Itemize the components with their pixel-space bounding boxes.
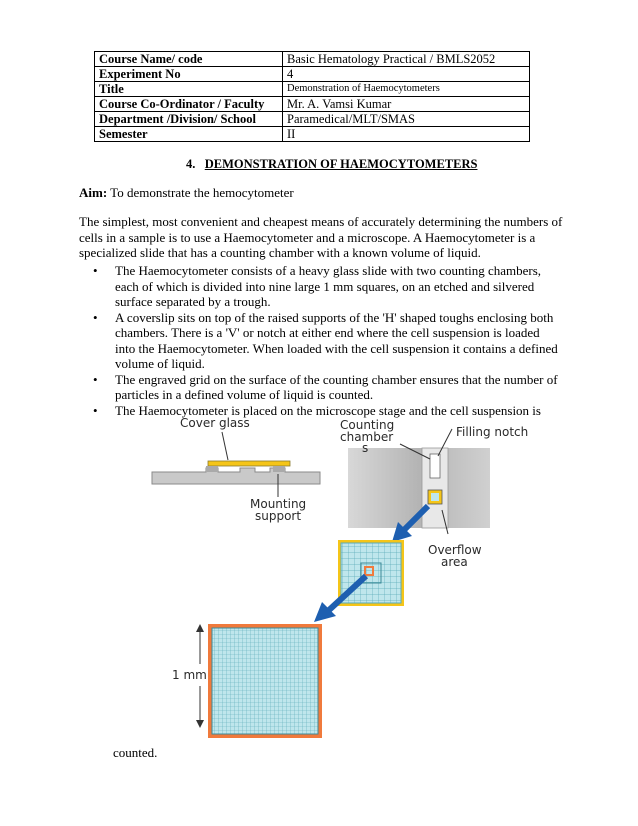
aim-label: Aim: xyxy=(79,185,108,200)
table-row xyxy=(95,127,530,142)
aim-line xyxy=(79,185,294,201)
list-item xyxy=(79,310,559,372)
table-key: Experiment No xyxy=(95,67,283,82)
bullet-icon: • xyxy=(93,263,98,278)
table-value: 4 xyxy=(283,67,530,82)
table-row xyxy=(95,82,530,97)
aim-text: To demonstrate the hemocytometer xyxy=(107,185,294,200)
table-row xyxy=(95,52,530,67)
bullet-icon: • xyxy=(93,402,98,418)
mounting-label-1: Mounting xyxy=(250,497,307,511)
counting-chamber-label-2: chamber xyxy=(340,430,394,444)
slide-cross-section xyxy=(152,461,320,484)
list-item xyxy=(79,372,559,403)
list-item-text: The engraved grid on the surface of the counting chamber ensures that the number of particles in a defined volume of liquid is counted. xyxy=(115,371,558,402)
table-row xyxy=(95,97,530,112)
cover-glass-label: Cover glass xyxy=(180,416,250,430)
mounting-label-2: support xyxy=(255,509,302,523)
table-value: Mr. A. Vamsi Kumar xyxy=(283,97,530,112)
cover-glass-shape xyxy=(208,461,290,466)
table-row xyxy=(95,67,530,82)
table-value: II xyxy=(283,127,530,142)
list-item-text: A coverslip sits on top of the raised supports of the 'H' shaped toughs enclosing both chambers. There is a 'V' or notch at either end where the cell suspension is loaded into the Haemocytometer. When loaded with the cell suspension it contains a defined volume of liquid. xyxy=(115,309,558,371)
bullet-list xyxy=(79,263,559,418)
table-key: Title xyxy=(95,82,283,97)
haemocytometer-figure xyxy=(150,414,529,734)
list-item xyxy=(79,263,559,310)
table-value: Paramedical/MLT/SMAS xyxy=(283,112,530,127)
table-value: Basic Hematology Practical / BMLS2052 xyxy=(283,52,530,67)
large-grid xyxy=(208,624,322,738)
overflow-label-2: area xyxy=(441,555,468,569)
scale-label: 1 mm xyxy=(172,668,207,682)
course-info-table xyxy=(94,51,530,142)
table-value: Demonstration of Haemocytometers xyxy=(283,82,530,97)
table-key: Semester xyxy=(95,127,283,142)
section-heading xyxy=(186,157,477,172)
section-title: DEMONSTRATION OF HAEMOCYTOMETERS xyxy=(204,157,478,171)
bullet-icon: • xyxy=(93,371,98,387)
table-row xyxy=(95,112,530,127)
intro-paragraph: The simplest, most convenient and cheapest means of accurately determining the numbers of cells in a sample is to use a Haemocytometer and a microscope. A Haemocytometer is a specialized slide that has a counting chamber with a known volume of liquid. xyxy=(79,214,563,260)
table-key: Course Co-Ordinator / Faculty xyxy=(95,97,283,112)
bullet-icon: • xyxy=(93,309,98,325)
counted-text: counted. xyxy=(113,745,158,760)
section-number: 4. xyxy=(186,157,196,171)
filling-notch-label: Filling notch xyxy=(456,425,529,439)
list-item-text: The Haemocytometer is placed on the microscope stage and the cell suspension is xyxy=(115,402,541,418)
list-item-text: The Haemocytometer consists of a heavy glass slide with two counting chambers, each of which is divided into nine large 1 mm squares, on an etched and silvered surface separated by a trough. xyxy=(115,263,542,309)
table-key: Course Name/ code xyxy=(95,52,283,67)
table-key: Department /Division/ School xyxy=(95,112,283,127)
counting-chamber-label-1: Counting xyxy=(340,418,395,432)
overflow-label-1: Overflow xyxy=(428,543,482,557)
counting-chamber-label-3: s xyxy=(362,441,369,455)
